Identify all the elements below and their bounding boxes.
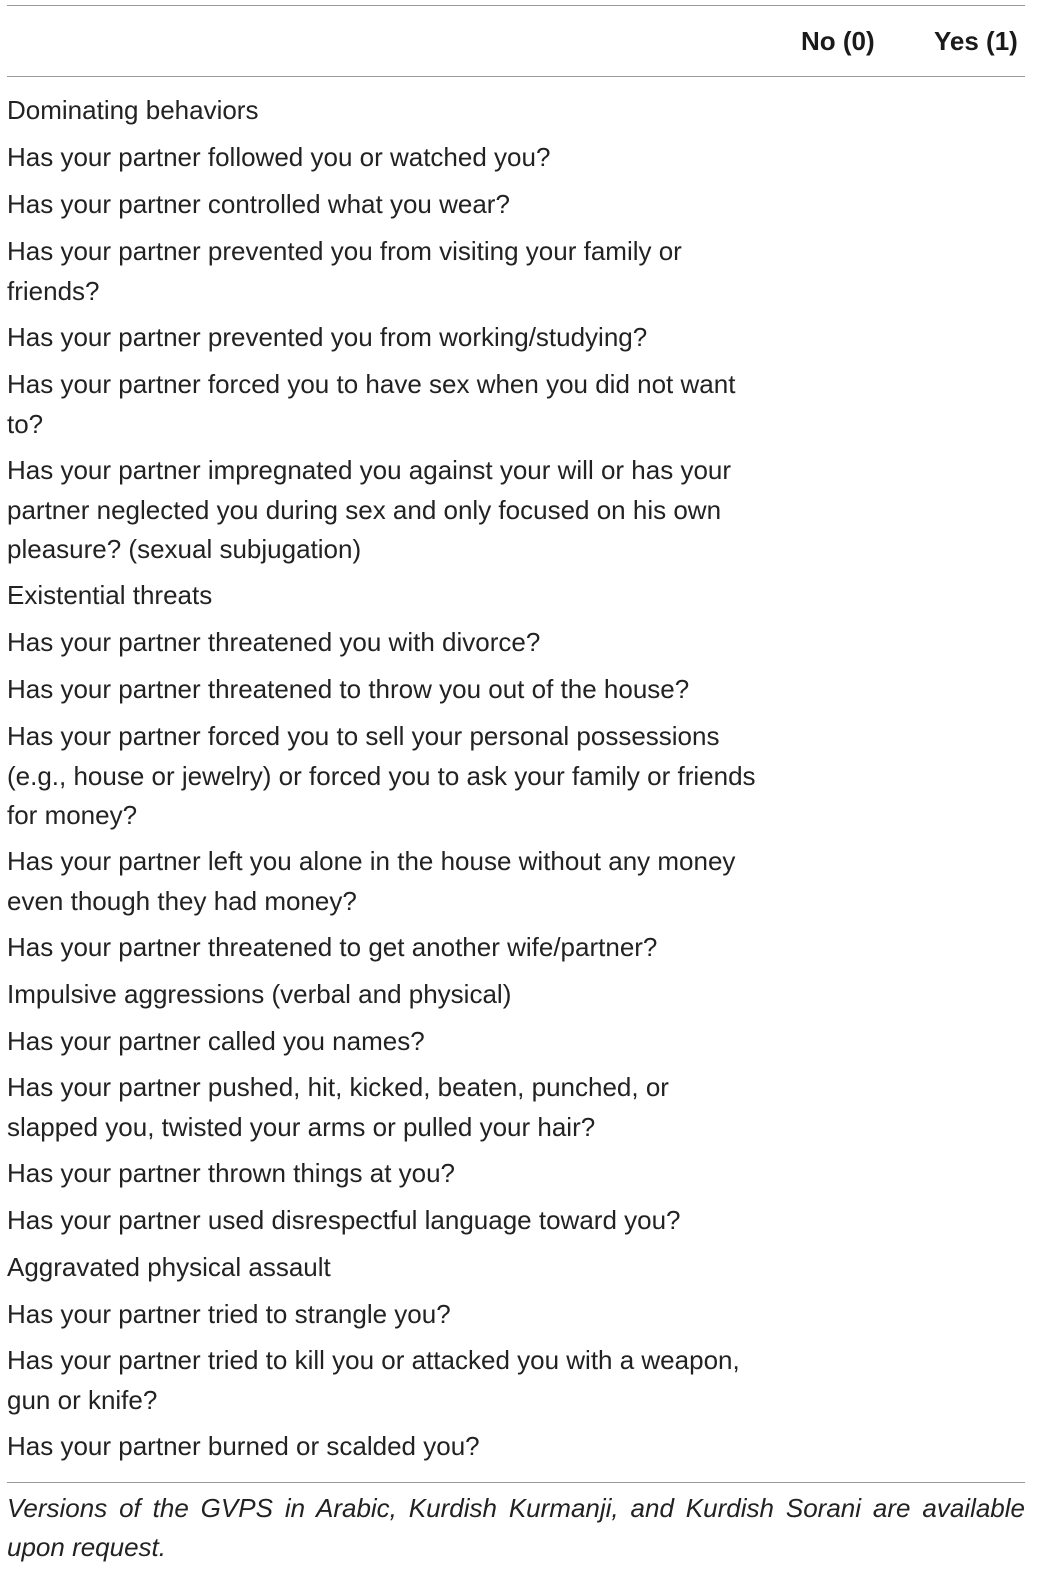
table-row: Has your partner forced you to sell your personal possessions (e.g., house or jewelry) or forced you to ask your family or friends for money? [7, 721, 756, 830]
column-header-yes: Yes (1) [934, 26, 1018, 56]
table-row: Has your partner called you names? [7, 1026, 425, 1056]
section-label-impulsive-aggressions: Impulsive aggressions (verbal and physical) [7, 979, 512, 1009]
table-row: Has your partner left you alone in the house without any money even though they had money? [7, 846, 736, 916]
table-footnote: Versions of the GVPS in Arabic, Kurdish Kurmanji, and Kurdish Sorani are available upon request. [7, 1493, 1025, 1562]
column-header-no: No (0) [801, 26, 875, 56]
table-row: Has your partner threatened you with divorce? [7, 627, 541, 657]
table-row: Has your partner thrown things at you? [7, 1158, 456, 1188]
table-row: Has your partner tried to strangle you? [7, 1299, 451, 1329]
table-row: Has your partner followed you or watched you? [7, 142, 551, 172]
table-row: Has your partner burned or scalded you? [7, 1431, 480, 1461]
section-label-existential-threats: Existential threats [7, 580, 213, 610]
header-rule [7, 76, 1025, 77]
table-row: Has your partner threatened to throw you out of the house? [7, 674, 690, 704]
table-row: Has your partner threatened to get another wife/partner? [7, 932, 658, 962]
table-row: Has your partner impregnated you against your will or has your partner neglected you during sex and only focused on his own pleasure? (sexual subjugation) [7, 455, 732, 564]
table-row: Has your partner used disrespectful language toward you? [7, 1205, 681, 1235]
table-row: Has your partner forced you to have sex when you did not want to? [7, 369, 736, 439]
table-row: Has your partner prevented you from working/studying? [7, 322, 648, 352]
section-label-dominating-behaviors: Dominating behaviors [7, 95, 259, 125]
table-row: Has your partner controlled what you wear? [7, 189, 510, 219]
table-top-rule [7, 5, 1025, 6]
table-row: Has your partner pushed, hit, kicked, beaten, punched, or slapped you, twisted your arms or pulled your hair? [7, 1072, 669, 1142]
table-bottom-rule [7, 1482, 1025, 1483]
section-label-aggravated-physical-assault: Aggravated physical assault [7, 1252, 331, 1282]
table-row: Has your partner prevented you from visiting your family or friends? [7, 236, 682, 306]
table-row: Has your partner tried to kill you or attacked you with a weapon, gun or knife? [7, 1345, 740, 1415]
